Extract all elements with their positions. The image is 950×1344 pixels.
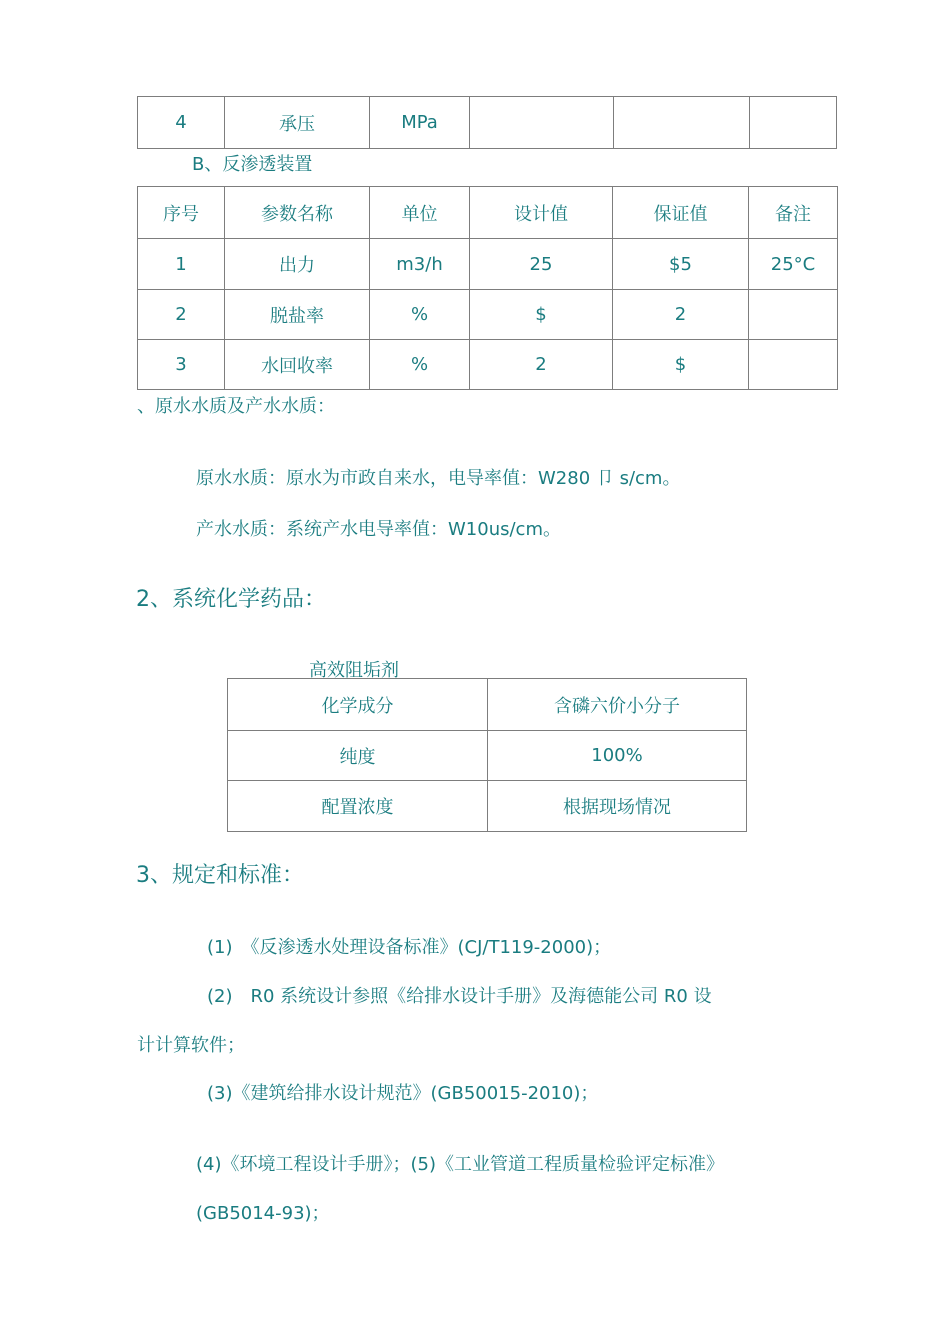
table-cell: 3	[138, 340, 225, 390]
table-row	[228, 679, 747, 731]
table-cell: 根据现场情况	[488, 781, 747, 832]
table-cell: %	[370, 290, 470, 340]
product-water-quality-line: 产水水质：系统产水电导率值：W10us/cm。	[196, 519, 561, 540]
table-cell: 水回收率	[225, 340, 370, 390]
column-header: 序号	[138, 187, 225, 239]
chemical-caption: 高效阻垢剂	[309, 660, 399, 681]
standard-items-4-5: (4)《环境工程设计手册》；(5)《工业管道工程质量检验评定标准》	[196, 1154, 724, 1175]
table-header-row	[138, 187, 838, 239]
table-cell	[614, 97, 750, 149]
table-cell: $	[613, 340, 749, 390]
column-header: 设计值	[470, 187, 613, 239]
table-cell: m3/h	[370, 239, 470, 290]
standard-item-3: (3)《建筑给排水设计规范》(GB50015-2010)；	[207, 1083, 599, 1104]
table-cell	[750, 97, 837, 149]
table-cell: 出力	[225, 239, 370, 290]
pressure-table	[137, 96, 837, 149]
table-cell: 配置浓度	[228, 781, 488, 832]
table-cell: MPa	[370, 97, 470, 149]
table-row	[228, 731, 747, 781]
standard-item-2: (2) R0 系统设计参照《给排水设计手册》及海德能公司 R0 设	[207, 986, 712, 1007]
table-cell: 承压	[225, 97, 370, 149]
table-cell: 2	[470, 340, 613, 390]
table-row	[138, 239, 838, 290]
column-header: 单位	[370, 187, 470, 239]
table-cell: 脱盐率	[225, 290, 370, 340]
table-row	[138, 290, 838, 340]
section-2-title: 2、系统化学药品：	[136, 587, 326, 612]
water-quality-heading: 、原水水质及产水水质：	[137, 396, 335, 417]
table-cell: 纯度	[228, 731, 488, 781]
table-cell	[749, 290, 838, 340]
section-b-title: B、反渗透装置	[192, 154, 313, 175]
standard-item-2-continued: 计计算软件；	[137, 1035, 245, 1056]
standard-items-4-5-continued: (GB5014-93)；	[196, 1203, 330, 1224]
table-cell: 2	[613, 290, 749, 340]
raw-water-quality-line: 原水水质：原水为市政自来水，电导率值：W280 卩 s/cm。	[196, 468, 681, 489]
ro-parameter-table	[137, 186, 838, 390]
table-cell: 25°C	[749, 239, 838, 290]
table-row	[138, 340, 838, 390]
table-row	[138, 97, 837, 149]
table-cell: 化学成分	[228, 679, 488, 731]
standard-item-1: (1) 《反渗透水处理设备标准》(CJ/T119-2000)；	[207, 937, 612, 958]
table-cell: $	[470, 290, 613, 340]
table-cell: 25	[470, 239, 613, 290]
column-header: 参数名称	[225, 187, 370, 239]
table-cell: 1	[138, 239, 225, 290]
table-cell: 2	[138, 290, 225, 340]
column-header: 备注	[749, 187, 838, 239]
table-cell: 含磷六价小分子	[488, 679, 747, 731]
table-cell: 100%	[488, 731, 747, 781]
table-cell: 4	[138, 97, 225, 149]
chemical-table	[227, 678, 747, 832]
table-cell	[749, 340, 838, 390]
table-cell: %	[370, 340, 470, 390]
table-cell	[470, 97, 614, 149]
table-row	[228, 781, 747, 832]
section-3-title: 3、规定和标准：	[136, 863, 304, 888]
column-header: 保证值	[613, 187, 749, 239]
table-cell: $5	[613, 239, 749, 290]
